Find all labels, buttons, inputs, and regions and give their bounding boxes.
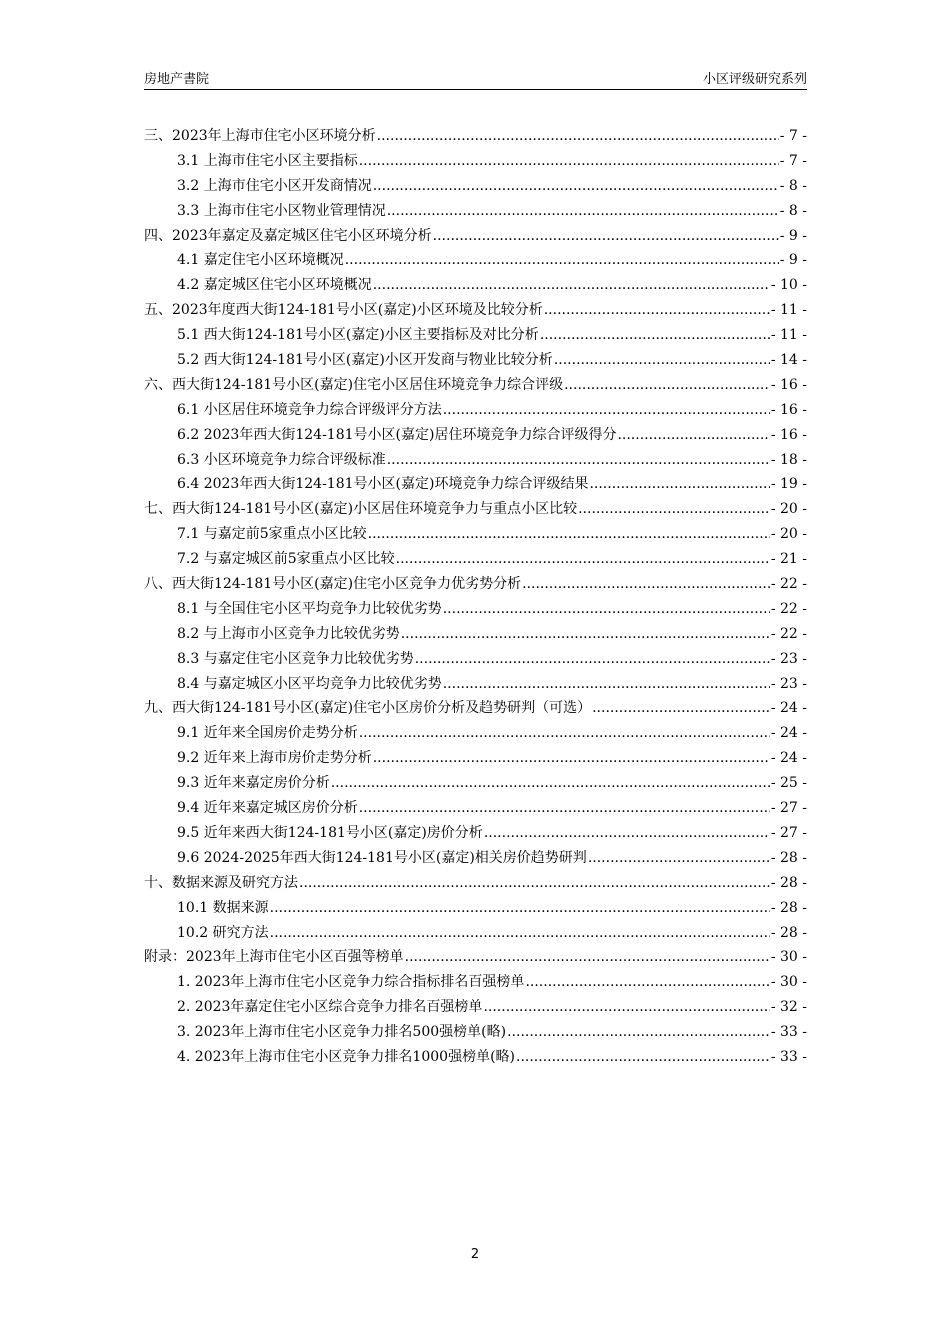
toc-page-number: - 19 - (770, 476, 807, 493)
toc-section-entry[interactable] (144, 821, 807, 846)
toc-page-number: - 22 - (770, 600, 807, 617)
toc-dot-leader (373, 273, 770, 298)
toc-page-number: - 21 - (770, 551, 807, 568)
toc-entry-title: 5.1 西大街124-181号小区(嘉定)小区主要指标及对比分析 (177, 327, 539, 344)
toc-section-entry[interactable] (144, 149, 807, 174)
toc-entry-title: 9.6 2024-2025年西大街124-181号小区(嘉定)相关房价趋势研判 (177, 849, 587, 866)
toc-page-number: - 27 - (770, 800, 807, 817)
toc-entry-title: 6.1 小区居住环境竞争力综合评级评分方法 (177, 401, 442, 418)
toc-entry-title: 七、西大街124-181号小区(嘉定)小区居住环境竞争力与重点小区比较 (144, 501, 578, 518)
toc-page-number: - 14 - (770, 352, 807, 369)
toc-dot-leader (405, 945, 770, 970)
toc-entry-title: 五、2023年度西大街124-181号小区(嘉定)小区环境及比较分析 (144, 302, 543, 319)
toc-page-number: - 25 - (770, 775, 807, 792)
toc-section-entry[interactable] (144, 547, 807, 572)
toc-dot-leader (433, 224, 779, 249)
toc-section-entry[interactable] (144, 398, 807, 423)
toc-section-entry[interactable] (144, 921, 807, 946)
toc-dot-leader (443, 672, 770, 697)
toc-section-entry[interactable] (144, 622, 807, 647)
toc-section-entry[interactable] (144, 1045, 807, 1070)
toc-page-number: - 22 - (770, 625, 807, 642)
toc-section-entry[interactable] (144, 273, 807, 298)
toc-page-number: - 7 - (779, 128, 807, 144)
toc-section-entry[interactable] (144, 721, 807, 746)
page-number: 2 (470, 1247, 480, 1262)
toc-chapter-entry[interactable] (144, 497, 807, 522)
toc-dot-leader (331, 771, 770, 796)
toc-entry-title: 3.1 上海市住宅小区主要指标 (177, 152, 358, 169)
toc-dot-leader (443, 597, 770, 622)
toc-dot-leader (299, 871, 770, 896)
toc-dot-leader (483, 995, 769, 1020)
toc-dot-leader (368, 522, 770, 547)
toc-entry-title: 9.3 近年来嘉定房价分析 (177, 775, 330, 792)
toc-page-number: - 28 - (770, 924, 807, 941)
toc-page-number: - 16 - (770, 376, 807, 393)
toc-section-entry[interactable] (144, 970, 807, 995)
toc-dot-leader (345, 248, 779, 273)
toc-entry-title: 9.2 近年来上海市房价走势分析 (177, 750, 372, 767)
toc-dot-leader (377, 124, 779, 149)
toc-page-number: - 30 - (770, 974, 807, 991)
toc-entry-title: 7.2 与嘉定城区前5家重点小区比较 (177, 551, 395, 568)
toc-page-number: - 9 - (779, 227, 807, 244)
toc-section-entry[interactable] (144, 522, 807, 547)
toc-page-number: - 10 - (770, 277, 807, 294)
toc-page-number: - 20 - (770, 501, 807, 518)
toc-page-number: - 22 - (770, 576, 807, 593)
toc-section-entry[interactable] (144, 448, 807, 473)
toc-section-entry[interactable] (144, 423, 807, 448)
toc-entry-title: 8.4 与嘉定城区小区平均竞争力比较优劣势 (177, 675, 442, 692)
toc-entry-title: 4.2 嘉定城区住宅小区环境概况 (177, 277, 372, 294)
toc-section-entry[interactable] (144, 896, 807, 921)
toc-section-entry[interactable] (144, 1020, 807, 1045)
toc-dot-leader (270, 896, 770, 921)
toc-page-number: - 33 - (770, 1024, 807, 1041)
toc-page-number: - 20 - (770, 526, 807, 543)
toc-page-number: - 24 - (770, 750, 807, 767)
toc-entry-title: 附录：2023年上海市住宅小区百强等榜单 (144, 949, 404, 966)
toc-section-entry[interactable] (144, 248, 807, 273)
toc-entry-title: 10.2 研究方法 (177, 924, 269, 941)
toc-entry-title: 5.2 西大街124-181号小区(嘉定)小区开发商与物业比较分析 (177, 352, 553, 369)
toc-entry-title: 3.3 上海市住宅小区物业管理情况 (177, 202, 386, 219)
toc-dot-leader (525, 970, 769, 995)
toc-dot-leader (415, 647, 770, 672)
toc-dot-leader (578, 497, 770, 522)
toc-section-entry[interactable] (144, 199, 807, 224)
toc-section-entry[interactable] (144, 348, 807, 373)
toc-dot-leader (359, 721, 770, 746)
toc-chapter-entry[interactable] (144, 373, 807, 398)
toc-entry-title: 9.4 近年来嘉定城区房价分析 (177, 800, 358, 817)
toc-section-entry[interactable] (144, 597, 807, 622)
toc-entry-title: 8.3 与嘉定住宅小区竞争力比较优劣势 (177, 650, 414, 667)
toc-page-number: - 11 - (770, 327, 807, 344)
toc-page-number: - 23 - (770, 675, 807, 692)
toc-section-entry[interactable] (144, 672, 807, 697)
toc-dot-leader (522, 572, 770, 597)
toc-entry-title: 3.2 上海市住宅小区开发商情况 (177, 177, 372, 194)
toc-dot-leader (484, 821, 770, 846)
toc-section-entry[interactable] (144, 647, 807, 672)
toc-dot-leader (617, 423, 769, 448)
toc-page-number: - 8 - (779, 202, 807, 219)
toc-page-number: - 33 - (770, 1048, 807, 1065)
toc-chapter-entry[interactable] (144, 298, 807, 323)
toc-dot-leader (359, 149, 779, 174)
toc-page-number: - 11 - (770, 302, 807, 319)
toc-chapter-entry[interactable] (144, 124, 807, 149)
toc-chapter-entry[interactable] (144, 572, 807, 597)
toc-entry-title: 2. 2023年嘉定住宅小区综合竞争力排名百强榜单 (177, 999, 483, 1016)
toc-dot-leader (401, 622, 770, 647)
toc-entry-title: 4. 2023年上海市住宅小区竞争力排名1000强榜单(略) (177, 1048, 515, 1065)
toc-chapter-entry[interactable] (144, 696, 807, 721)
toc-section-entry[interactable] (144, 472, 807, 497)
table-of-contents (144, 124, 807, 1070)
toc-dot-leader (373, 174, 779, 199)
toc-dot-leader (270, 921, 770, 946)
toc-page-number: - 24 - (770, 725, 807, 742)
toc-entry-title: 7.1 与嘉定前5家重点小区比较 (177, 526, 367, 543)
toc-entry-title: 九、西大街124-181号小区(嘉定)住宅小区房价分析及趋势研判（可选） (144, 700, 592, 717)
toc-page-number: - 28 - (770, 899, 807, 916)
toc-entry-title: 6.2 2023年西大街124-181号小区(嘉定)居住环境竞争力综合评级得分 (177, 426, 617, 443)
toc-dot-leader (516, 1045, 770, 1070)
toc-section-entry[interactable] (144, 323, 807, 348)
toc-dot-leader (540, 323, 770, 348)
header-series-title: 小区评级研究系列 (702, 72, 807, 87)
toc-page-number: - 18 - (770, 451, 807, 468)
toc-section-entry[interactable] (144, 771, 807, 796)
toc-dot-leader (592, 696, 770, 721)
toc-page-number: - 9 - (779, 252, 807, 269)
toc-section-entry[interactable] (144, 846, 807, 871)
toc-dot-leader (564, 373, 770, 398)
toc-entry-title: 3. 2023年上海市住宅小区竞争力排名500强榜单(略) (177, 1024, 507, 1041)
toc-page-number: - 24 - (770, 700, 807, 717)
toc-chapter-entry[interactable] (144, 871, 807, 896)
toc-entry-title: 八、西大街124-181号小区(嘉定)住宅小区竞争力优劣势分析 (144, 576, 522, 593)
toc-section-entry[interactable] (144, 796, 807, 821)
toc-page-number: - 23 - (770, 650, 807, 667)
toc-page-number: - 7 - (779, 152, 807, 169)
toc-entry-title: 4.1 嘉定住宅小区环境概况 (177, 252, 344, 269)
toc-dot-leader (387, 199, 779, 224)
toc-dot-leader (507, 1020, 770, 1045)
toc-entry-title: 6.4 2023年西大街124-181号小区(嘉定)环境竞争力综合评级结果 (177, 476, 589, 493)
toc-section-entry[interactable] (144, 746, 807, 771)
toc-entry-title: 三、2023年上海市住宅小区环境分析 (144, 128, 376, 144)
toc-chapter-entry[interactable] (144, 945, 807, 970)
toc-entry-title: 9.1 近年来全国房价走势分析 (177, 725, 358, 742)
toc-page-number: - 27 - (770, 824, 807, 841)
toc-entry-title: 6.3 小区环境竞争力综合评级标准 (177, 451, 386, 468)
toc-entry-title: 十、数据来源及研究方法 (144, 874, 298, 891)
toc-entry-title: 六、西大街124-181号小区(嘉定)住宅小区居住环境竞争力综合评级 (144, 376, 564, 393)
toc-dot-leader (387, 448, 770, 473)
toc-dot-leader (544, 298, 770, 323)
toc-dot-leader (373, 746, 770, 771)
toc-dot-leader (554, 348, 770, 373)
toc-section-entry[interactable] (144, 174, 807, 199)
toc-page-number: - 28 - (770, 874, 807, 891)
toc-page-number: - 32 - (770, 999, 807, 1016)
header-publisher: 房地产書院 (144, 72, 210, 87)
toc-dot-leader (359, 796, 770, 821)
toc-dot-leader (396, 547, 770, 572)
toc-page-number: - 30 - (770, 949, 807, 966)
toc-dot-leader (443, 398, 770, 423)
toc-page-number: - 16 - (770, 426, 807, 443)
toc-dot-leader (589, 472, 769, 497)
toc-dot-leader (588, 846, 770, 871)
toc-page-number: - 28 - (770, 849, 807, 866)
toc-entry-title: 10.1 数据来源 (177, 899, 269, 916)
toc-entry-title: 8.1 与全国住宅小区平均竞争力比较优劣势 (177, 600, 442, 617)
page-header (144, 68, 807, 90)
toc-section-entry[interactable] (144, 995, 807, 1020)
toc-entry-title: 1. 2023年上海市住宅小区竞争力综合指标排名百强榜单 (177, 974, 525, 991)
toc-entry-title: 8.2 与上海市小区竞争力比较优劣势 (177, 625, 400, 642)
toc-page-number: - 8 - (779, 177, 807, 194)
toc-chapter-entry[interactable] (144, 224, 807, 249)
toc-entry-title: 9.5 近年来西大街124-181号小区(嘉定)房价分析 (177, 824, 483, 841)
toc-entry-title: 四、2023年嘉定及嘉定城区住宅小区环境分析 (144, 227, 432, 244)
toc-page-number: - 16 - (770, 401, 807, 418)
